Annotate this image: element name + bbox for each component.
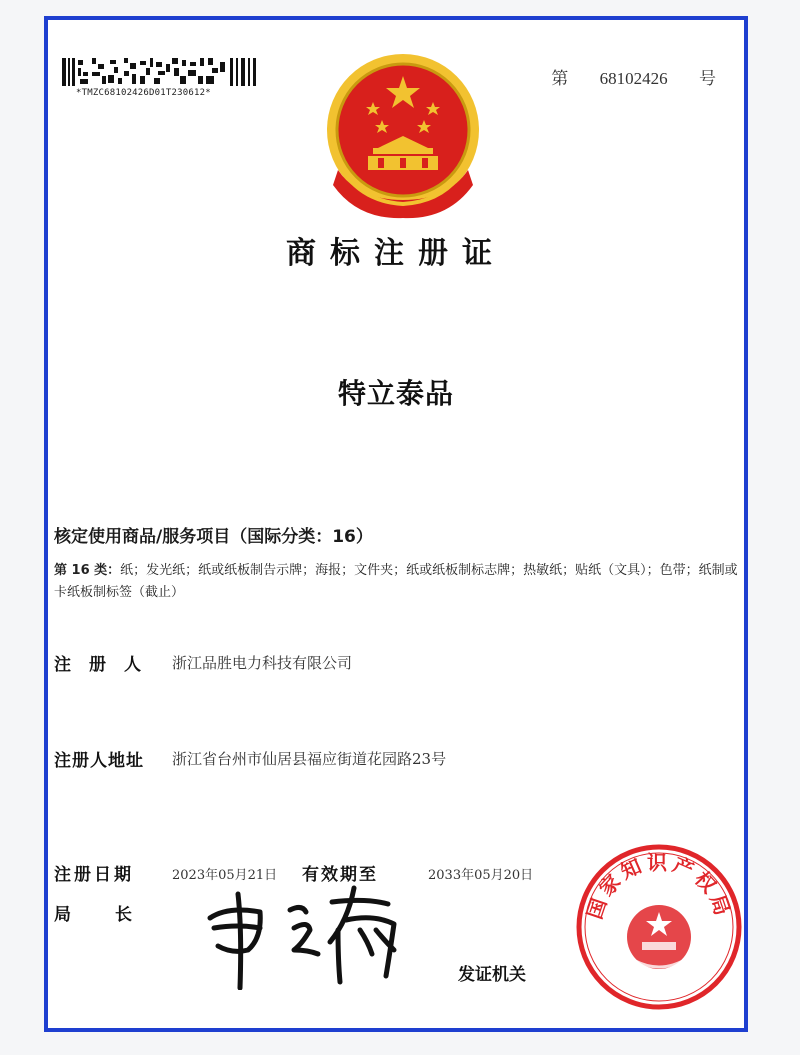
goods-heading: 核定使用商品/服务项目（国际分类：16） xyxy=(54,527,373,547)
goods-list xyxy=(54,560,740,604)
certificate-title: 商标注册证 xyxy=(286,236,506,271)
director-signature xyxy=(198,880,468,990)
barcode xyxy=(62,58,262,86)
goods-items: 纸；发光纸；纸或纸板制告示牌；海报；文件夹；纸或纸板制标志牌；热敏纸；贴纸（文具）；色带；纸制或卡纸板制标签（截止） xyxy=(54,563,738,600)
registrant-value: 浙江品胜电力科技有限公司 xyxy=(172,654,353,672)
barcode-text: *TMZC68102426D01T230612* xyxy=(76,88,211,98)
valid-until-value: 2033年05月20日 xyxy=(428,868,534,883)
goods-class-label: 第 16 类： xyxy=(54,563,121,578)
director-label: 局长 xyxy=(54,905,176,925)
official-seal-icon xyxy=(574,842,744,1012)
certificate-number-value: 68102426 xyxy=(599,69,668,88)
registration-date-value: 2023年05月21日 xyxy=(172,868,278,883)
address-label: 注册人地址 xyxy=(54,751,144,771)
valid-until-label: 有效期至 xyxy=(302,865,378,885)
registrant-label: 注册人 xyxy=(54,655,159,675)
certificate-frame xyxy=(44,16,748,1032)
address-value: 浙江省台州市仙居县福应街道花园路23号 xyxy=(172,750,447,768)
issuer-label: 发证机关 xyxy=(458,965,526,985)
certificate-number-prefix: 第 xyxy=(551,69,569,89)
registration-date-label: 注册日期 xyxy=(54,865,134,885)
certificate-number-suffix: 号 xyxy=(699,69,716,89)
certificate-number xyxy=(551,64,716,89)
national-emblem-icon xyxy=(318,50,488,225)
seal-text: 国家知识产权局 xyxy=(582,850,736,923)
trademark-text: 特立泰品 xyxy=(337,377,454,410)
